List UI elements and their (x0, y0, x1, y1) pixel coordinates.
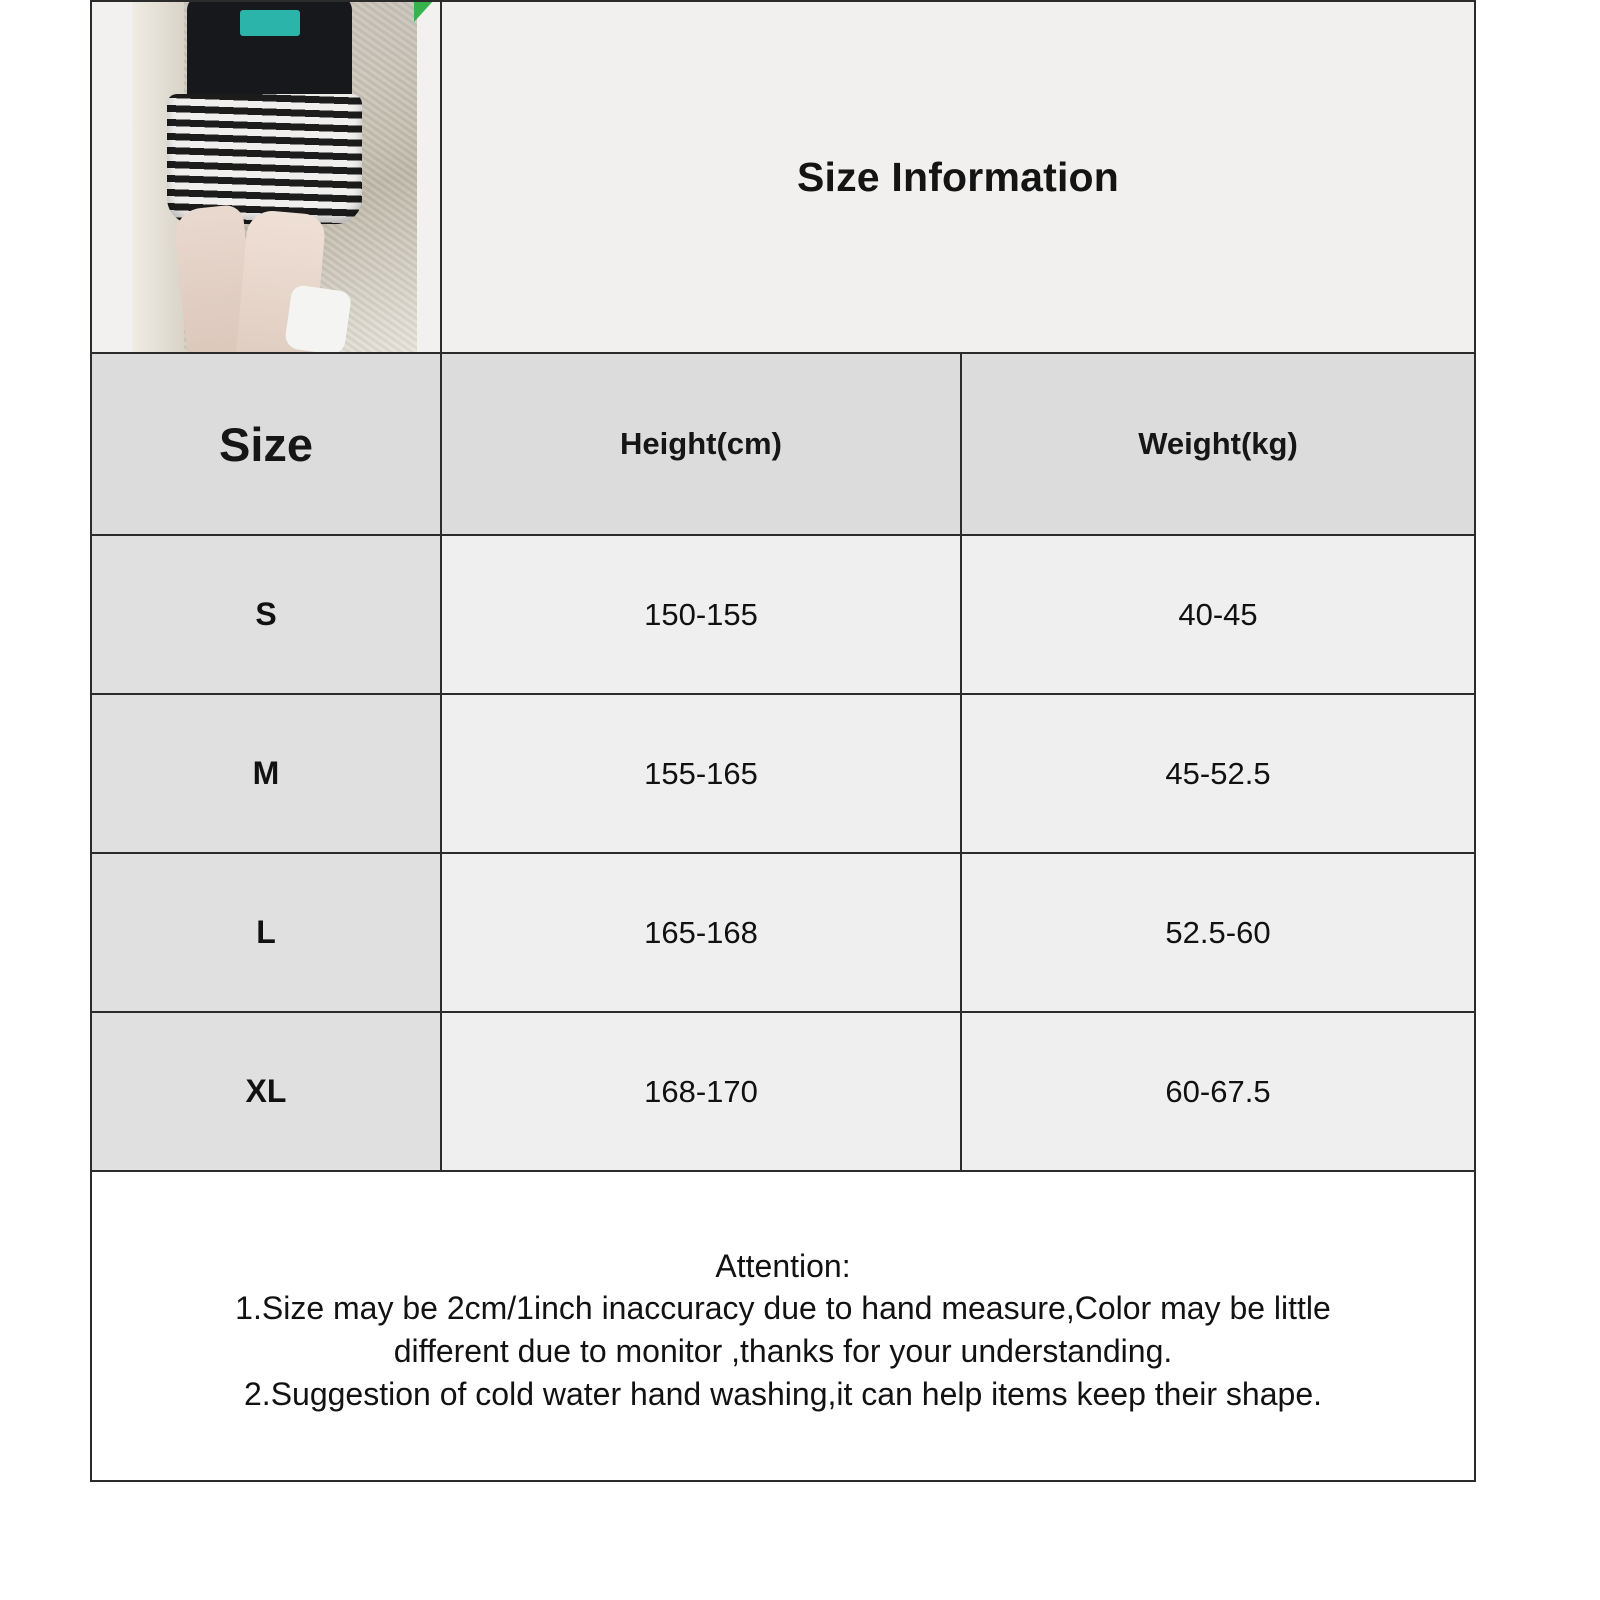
table-row (91, 853, 1475, 1012)
top-logo-print (240, 10, 300, 36)
cell-weight: 52.5-60 (961, 853, 1475, 1012)
cell-height: 168-170 (441, 1012, 961, 1171)
attention-block (91, 1171, 1475, 1481)
cell-height: 155-165 (441, 694, 961, 853)
cell-height: 150-155 (441, 535, 961, 694)
column-header-weight: Weight(kg) (961, 353, 1475, 535)
column-header-row (91, 353, 1475, 535)
table-row (91, 1012, 1475, 1171)
cell-size: L (91, 853, 441, 1012)
cell-height: 165-168 (441, 853, 961, 1012)
page-title: Size Information (441, 1, 1475, 353)
table-row (91, 535, 1475, 694)
product-photo-cell (91, 1, 441, 353)
cell-weight: 40-45 (961, 535, 1475, 694)
cell-weight: 45-52.5 (961, 694, 1475, 853)
striped-shorts (167, 94, 362, 224)
green-corner-marker (414, 2, 434, 22)
attention-line-1: 1.Size may be 2cm/1inch inaccuracy due to hand measure,Color may be little (235, 1290, 1331, 1327)
attention-title: Attention: (715, 1247, 851, 1284)
cell-weight: 60-67.5 (961, 1012, 1475, 1171)
cell-size: M (91, 694, 441, 853)
size-information-table (90, 0, 1476, 1482)
attention-row (91, 1171, 1475, 1481)
attention-line-2: different due to monitor ,thanks for your understanding. (393, 1333, 1173, 1369)
model-sock (284, 284, 352, 352)
title-row (91, 1, 1475, 353)
product-photo (92, 2, 440, 352)
attention-line-3: 2.Suggestion of cold water hand washing,it can help items keep their shape. (244, 1375, 1322, 1412)
column-header-height: Height(cm) (441, 353, 961, 535)
table-row (91, 694, 1475, 853)
cell-size: XL (91, 1012, 441, 1171)
column-header-size: Size (91, 353, 441, 535)
cell-size: S (91, 535, 441, 694)
